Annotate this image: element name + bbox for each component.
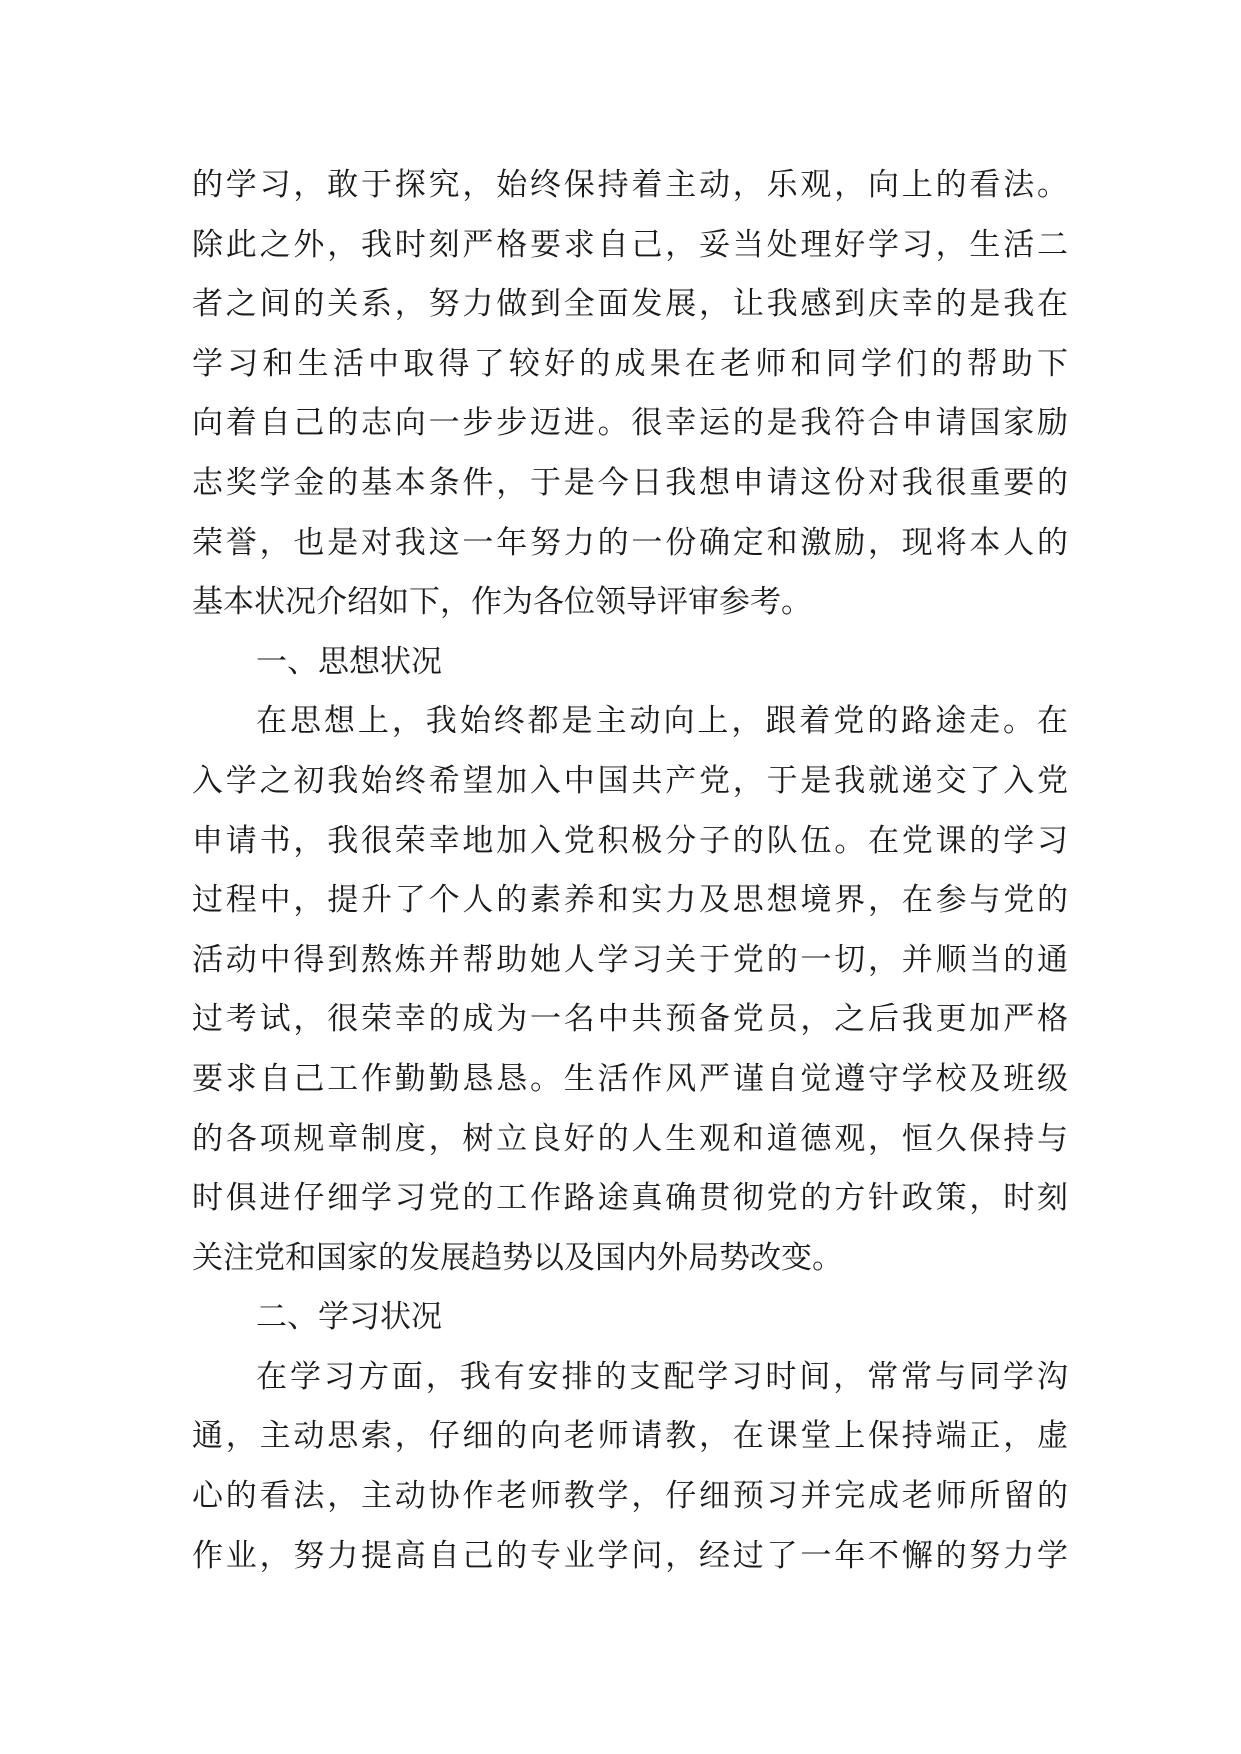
text-line: 申请书，我很荣幸地加入党积极分子的队伍。在党课的学习 [192,822,1068,859]
text-line: 时俱进仔细学习党的工作路途真确贯彻党的方针政策，时刻 [192,1180,1068,1217]
section-heading-study: 二、学习状况 [256,1299,442,1336]
text-line: 过考试，很荣幸的成为一名中共预备党员，之后我更加严格 [192,1001,1068,1038]
text-line: 入学之初我始终希望加入中国共产党，于是我就递交了入党 [192,762,1068,799]
text-line: 学习和生活中取得了较好的成果在老师和同学们的帮助下 [192,345,1068,382]
section-heading-thought: 一、思想状况 [256,643,442,680]
text-line: 的学习，敢于探究，始终保持着主动，乐观，向上的看法。 [192,167,1068,203]
text-line: 向着自己的志向一步步迈进。很幸运的是我符合申请国家励 [192,405,1068,442]
text-line: 过程中，提升了个人的素养和实力及思想境界，在参与党的 [192,882,1068,919]
text-line: 通，主动思索，仔细的向老师请教，在课堂上保持端正，虚 [192,1418,1068,1455]
text-line: 要求自己工作勤勤恳恳。生活作风严谨自觉遵守学校及班级 [192,1060,1068,1097]
text-line: 荣誉，也是对我这一年努力的一份确定和激励，现将本人的 [192,524,1068,561]
text-line: 心的看法，主动协作老师教学，仔细预习并完成老师所留的 [192,1478,1068,1515]
paragraph-first-line: 在学习方面，我有安排的支配学习时间，常常与同学沟 [256,1358,1068,1395]
text-line: 志奖学金的基本条件，于是今日我想申请这份对我很重要的 [192,464,1068,501]
text-line: 活动中得到熬炼并帮助她人学习关于党的一切，并顺当的通 [192,941,1068,978]
text-line: 作业，努力提高自己的专业学问，经过了一年不懈的努力学 [192,1537,1068,1574]
text-line: 者之间的关系，努力做到全面发展，让我感到庆幸的是我在 [192,286,1068,323]
text-line: 除此之外，我时刻严格要求自己，妥当处理好学习，生活二 [192,226,1068,263]
text-line: 的各项规章制度，树立良好的人生观和道德观，恒久保持与 [192,1120,1068,1157]
text-line: 基本状况介绍如下，作为各位领导评审参考。 [192,584,812,621]
paragraph-first-line: 在思想上，我始终都是主动向上，跟着党的路途走。在 [256,703,1068,740]
body-text [192,156,1068,1586]
text-line: 关注党和国家的发展趋势以及国内外局势改变。 [192,1239,843,1276]
